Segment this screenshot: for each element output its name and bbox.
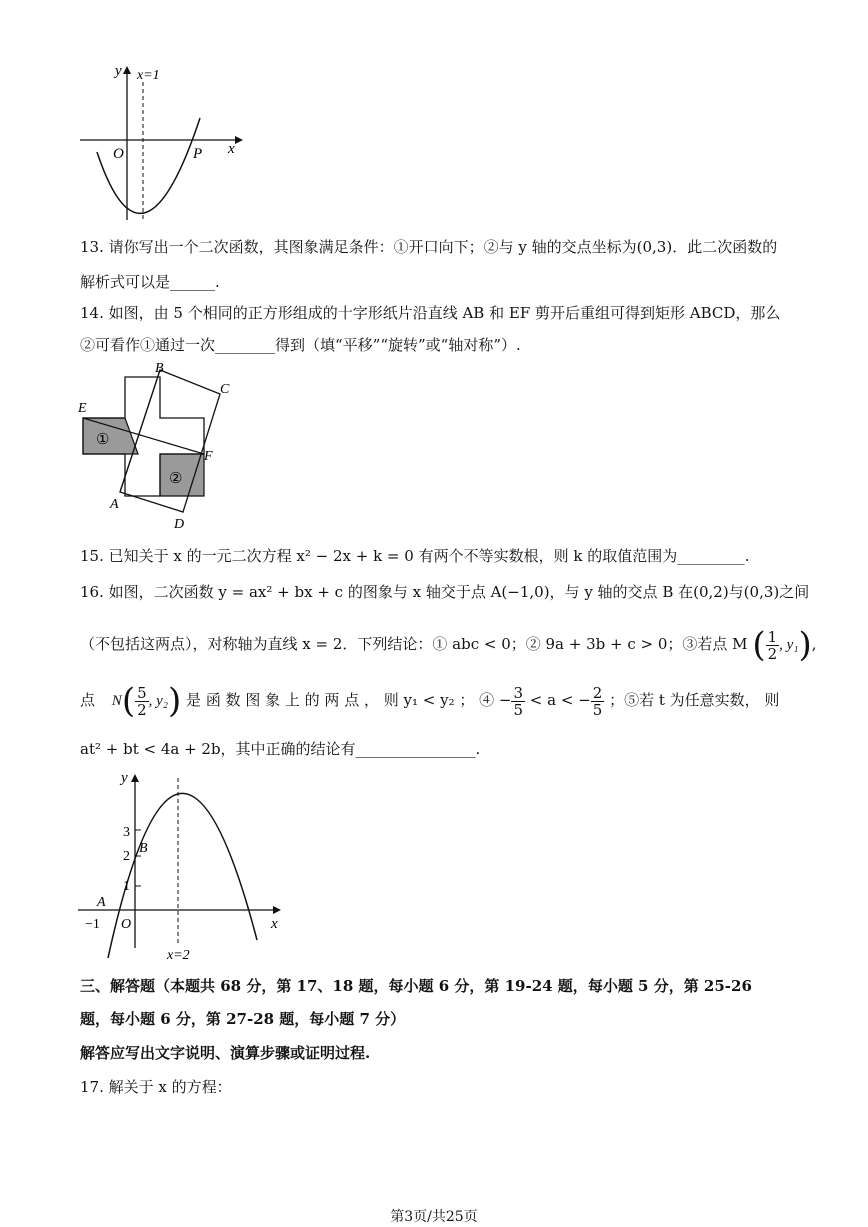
- section3-line3: 解答应写出文字说明、演算步骤或证明过程.: [80, 1044, 371, 1062]
- q16-line2-text: （不包括这两点），对称轴为直线 x = 2．下列结论：① abc < 0；② 9a + 3b + c > 0；③若点 M: [80, 635, 748, 653]
- q16-line3-mid: 是 函 数 图 象 上 的 两 点 ， 则 y₁ < y₂ ； ④ −: [186, 691, 512, 709]
- page-footer: 第3页/共25页: [390, 1209, 478, 1225]
- section3-line1: 三、解答题（本题共 68 分，第 17、18 题，每小题 6 分，第 19-24 题，每小题 5 分，第 25-26: [80, 977, 752, 995]
- n-y2: , y₂: [148, 693, 168, 709]
- paren-open-n: (: [121, 681, 136, 721]
- n-label: N: [111, 693, 122, 709]
- label-A: A: [97, 895, 106, 910]
- label-P: P: [193, 146, 203, 162]
- label-B: B: [155, 361, 164, 376]
- q16-line2: （不包括这两点），对称轴为直线 x = 2．下列结论：① abc < 0；② 9a + 3b + c > 0；③若点 M ( $\frac{1}{2}$ , y₁),: [80, 625, 817, 665]
- label-circled-2: ②: [169, 471, 183, 487]
- fraction-3-5-den: 5: [513, 700, 523, 719]
- label-3: 3: [123, 825, 130, 840]
- x-axis-arrow: [273, 906, 281, 914]
- q13-line1: 13. 请你写出一个二次函数，其图象满足条件：①开口向下；②与 y 轴的交点坐标为(0,3)．此二次函数的: [80, 238, 778, 256]
- label-y: y: [121, 770, 128, 786]
- q17-text: 17. 解关于 x 的方程：: [80, 1078, 232, 1096]
- label-F: F: [204, 449, 213, 464]
- fraction-n-num: 5: [137, 683, 147, 702]
- q13-line2: 解析式可以是______.: [80, 273, 220, 291]
- y-axis-arrow: [123, 66, 131, 74]
- paren-open: (: [752, 625, 766, 665]
- label-x-eq-1: x=1: [137, 68, 160, 83]
- q16-line3-end: ；⑤若 t 为任意实数， 则: [609, 691, 780, 709]
- label-origin: O: [121, 917, 132, 932]
- q16-line4: at² + bt < 4a + 2b，其中正确的结论有________________.: [80, 740, 481, 758]
- q16-line3-pre: 点: [80, 691, 96, 709]
- label-A: A: [110, 497, 119, 512]
- fraction-n-den: 2: [137, 700, 147, 719]
- fraction-m-num: 1: [767, 627, 778, 646]
- label-y: y: [115, 63, 122, 79]
- label-x: x: [228, 141, 235, 157]
- y-axis-arrow: [131, 774, 139, 782]
- label-D: D: [174, 517, 185, 532]
- parabola-curve: [108, 793, 257, 958]
- label-circled-1: ①: [96, 432, 110, 448]
- fraction-2-5-den: 5: [592, 700, 603, 719]
- q14-line2: ②可看作①通过一次________得到（填“平移”“旋转”或“轴对称”）.: [80, 336, 521, 354]
- fraction-3-5-num: 3: [513, 683, 523, 702]
- q16-line3: [80, 680, 779, 721]
- q16-ineq-mid: < a < −: [529, 691, 591, 709]
- label-C: C: [220, 382, 230, 397]
- fraction-3-5: [511, 685, 525, 718]
- fraction-m: [766, 629, 780, 662]
- parabola-curve: [97, 118, 203, 213]
- label-E: E: [78, 401, 87, 416]
- label-2: 2: [123, 849, 130, 864]
- figure-cross-rectangle: [70, 360, 240, 532]
- label-B: B: [139, 841, 148, 856]
- section3-line2: 题，每小题 6 分，第 27-28 题，每小题 7 分）: [80, 1010, 406, 1028]
- paren-close-n: ): [168, 681, 182, 721]
- q15-text: 15. 已知关于 x 的一元二次方程 x² − 2x + k = 0 有两个不等实数根，则 k 的取值范围为_________.: [80, 547, 750, 565]
- fraction-2-5-num: 2: [592, 683, 603, 702]
- label-neg1: −1: [85, 917, 100, 932]
- x-axis-arrow: [235, 136, 243, 144]
- fraction-m-den: 2: [767, 644, 778, 663]
- label-x-eq-2: x=2: [167, 948, 190, 963]
- piece-1-shaded: [83, 418, 138, 454]
- label-origin: O: [113, 146, 124, 162]
- figure-parabola-2: [75, 768, 290, 968]
- q16-line1: 16. 如图，二次函数 y = ax² + bx + c 的图象与 x 轴交于点 A(−1,0)，与 y 轴的交点 B 在(0,2)与(0,3)之间: [80, 583, 810, 601]
- m-y1: , y₁: [779, 637, 799, 653]
- label-1: 1: [123, 879, 130, 894]
- fraction-n: [135, 685, 149, 718]
- q14-line1: 14. 如图，由 5 个相同的正方形组成的十字形纸片沿直线 AB 和 EF 剪开后重组可得到矩形 ABCD，那么: [80, 304, 781, 322]
- figure-parabola-1: [75, 60, 250, 225]
- label-x: x: [271, 916, 278, 932]
- fraction-2-5: [591, 685, 605, 718]
- paren-close: ): [798, 625, 812, 665]
